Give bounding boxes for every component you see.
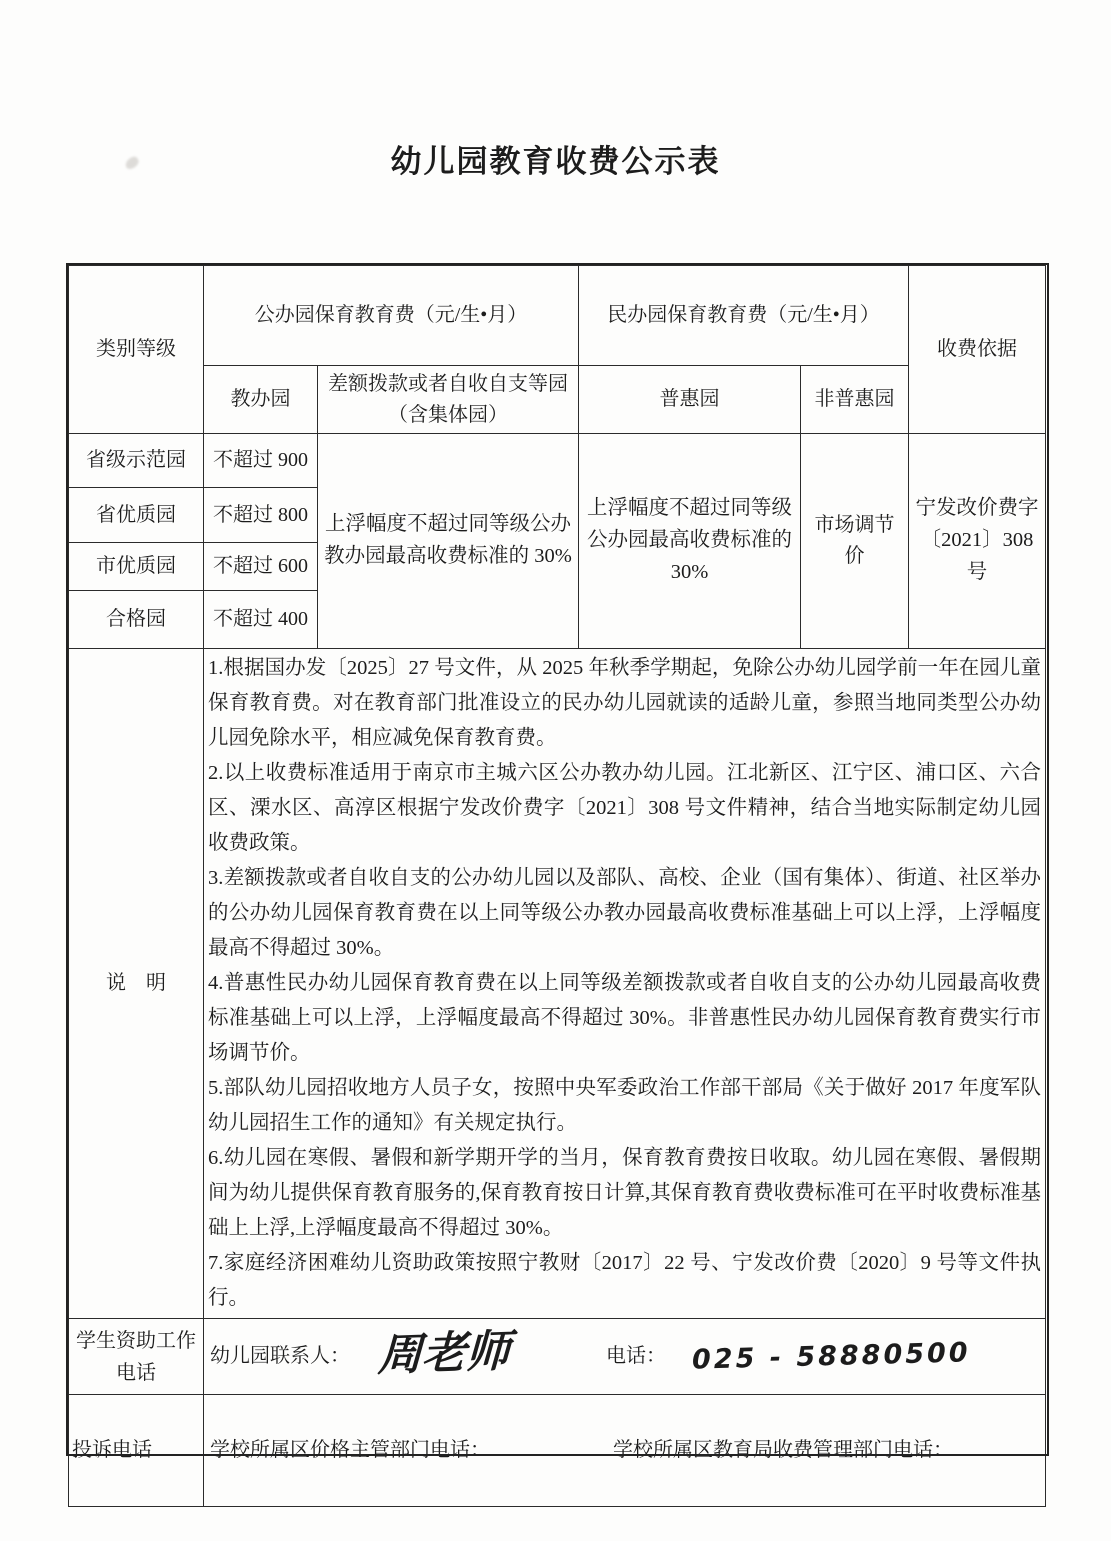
category-provincial-demo: 省级示范园 (69, 434, 204, 488)
price-dept-phone-label: 学校所属区价格主管部门电话： (210, 1439, 490, 1461)
notes-row (69, 649, 1046, 1319)
header-col-private-noninclusive: 非普惠园 (801, 366, 909, 434)
note-item-3: 3.差额拨款或者自收自支的公办幼儿园以及部队、高校、企业（国有集体）、街道、社区举办的公办幼儿园保育教育费在以上同等级公办教办园最高收费标准基础上可以上浮，上浮幅度最高不得超过 30%。 (208, 867, 1041, 959)
complaint-phones-cell (204, 1395, 1046, 1507)
header-row-1 (69, 266, 1046, 366)
contact-person-signature: 周老师 (377, 1325, 511, 1381)
header-row-2 (69, 366, 1046, 434)
note-item-2: 2.以上收费标准适用于南京市主城六区公办教办幼儿园。江北新区、江宁区、浦口区、六合区、溧水区、高淳区根据宁发改价费字〔2021〕308 号文件精神，结合当地实际制定幼儿园收费政策。 (208, 762, 1041, 854)
note-item-7: 7.家庭经济困难幼儿资助政策按照宁教财〔2017〕22 号、宁发改价费〔2020〕9 号等文件执行。 (208, 1252, 1041, 1309)
complaint-phone-label: 投诉电话 (69, 1395, 204, 1507)
contact-phone-value: 025 - 58880500 (691, 1336, 972, 1376)
category-provincial-quality: 省优质园 (69, 488, 204, 543)
edu-dept-phone-label: 学校所属区教育局收费管理部门电话： (613, 1439, 953, 1461)
category-qualified: 合格园 (69, 591, 204, 649)
contact-phone-label: 电话： (606, 1345, 666, 1367)
header-basis: 收费依据 (909, 266, 1046, 434)
private-noninclusive-fee-value: 市场调节价 (801, 434, 909, 649)
header-col-public-other: 差额拨款或者自收自支等园（含集体园） (318, 366, 579, 434)
note-item-5: 5.部队幼儿园招收地方人员子女，按照中央军委政治工作部干部局《关于做好 2017 年度军队幼儿园招生工作的通知》有关规定执行。 (208, 1077, 1041, 1134)
student-aid-label-line2: 电话 (116, 1361, 156, 1384)
public-other-fee-note: 上浮幅度不超过同等级公办教办园最高收费标准的 30% (318, 434, 579, 649)
fee-provincial-demo: 不超过 900 (204, 434, 318, 488)
student-aid-label-line1: 学生资助工作 (76, 1329, 196, 1352)
basis-value (909, 434, 1046, 649)
header-public-group: 公办园保育教育费（元/生•月） (204, 266, 579, 366)
student-aid-phone-label (69, 1319, 204, 1395)
notes-content (204, 649, 1046, 1319)
page-title: 幼儿园教育收费公示表 (390, 144, 721, 179)
header-col-private-inclusive: 普惠园 (579, 366, 801, 434)
fee-provincial-quality: 不超过 800 (204, 488, 318, 543)
header-col-public-edu: 教办园 (204, 366, 318, 434)
note-item-6: 6.幼儿园在寒假、暑假和新学期开学的当月，保育教育费按日收取。幼儿园在寒假、暑假期间为幼儿提供保育教育服务的,保育教育按日计算,其保育教育费收费标准可在平时收费标准基础上上浮,上浮幅度最高不得超过 30%。 (208, 1147, 1041, 1239)
fee-city-quality: 不超过 600 (204, 543, 318, 591)
notes-label: 说 明 (69, 649, 204, 1319)
fee-qualified: 不超过 400 (204, 591, 318, 649)
header-category: 类别等级 (69, 266, 204, 434)
private-inclusive-fee-note: 上浮幅度不超过同等级公办园最高收费标准的 30% (579, 434, 801, 649)
category-city-quality: 市优质园 (69, 543, 204, 591)
note-item-4: 4.普惠性民办幼儿园保育教育费在以上同等级差额拨款或者自收自支的公办幼儿园最高收费标准基础上可以上浮，上浮幅度最高不得超过 30%。非普惠性民办幼儿园保育教育费实行市场调节价。 (208, 972, 1041, 1064)
basis-value-line2: 〔2021〕308 号 (920, 529, 1034, 583)
student-aid-contact-row (69, 1319, 1046, 1395)
contact-person-label: 幼儿园联系人： (210, 1345, 350, 1367)
complaint-phone-row (69, 1395, 1046, 1507)
header-private-group: 民办园保育教育费（元/生•月） (579, 266, 909, 366)
basis-value-line1: 宁发改价费字 (915, 497, 1039, 520)
table-row (69, 434, 1046, 488)
contact-info-cell (204, 1319, 1046, 1395)
fee-table (68, 265, 1046, 1507)
note-item-1: 1.根据国办发〔2025〕27 号文件，从 2025 年秋季学期起，免除公办幼儿园学前一年在园儿童保育教育费。对在教育部门批准设立的民办幼儿园就读的适龄儿童，参照当地同类型公办幼儿园免除水平，相应减免保育教育费。 (208, 657, 1041, 749)
